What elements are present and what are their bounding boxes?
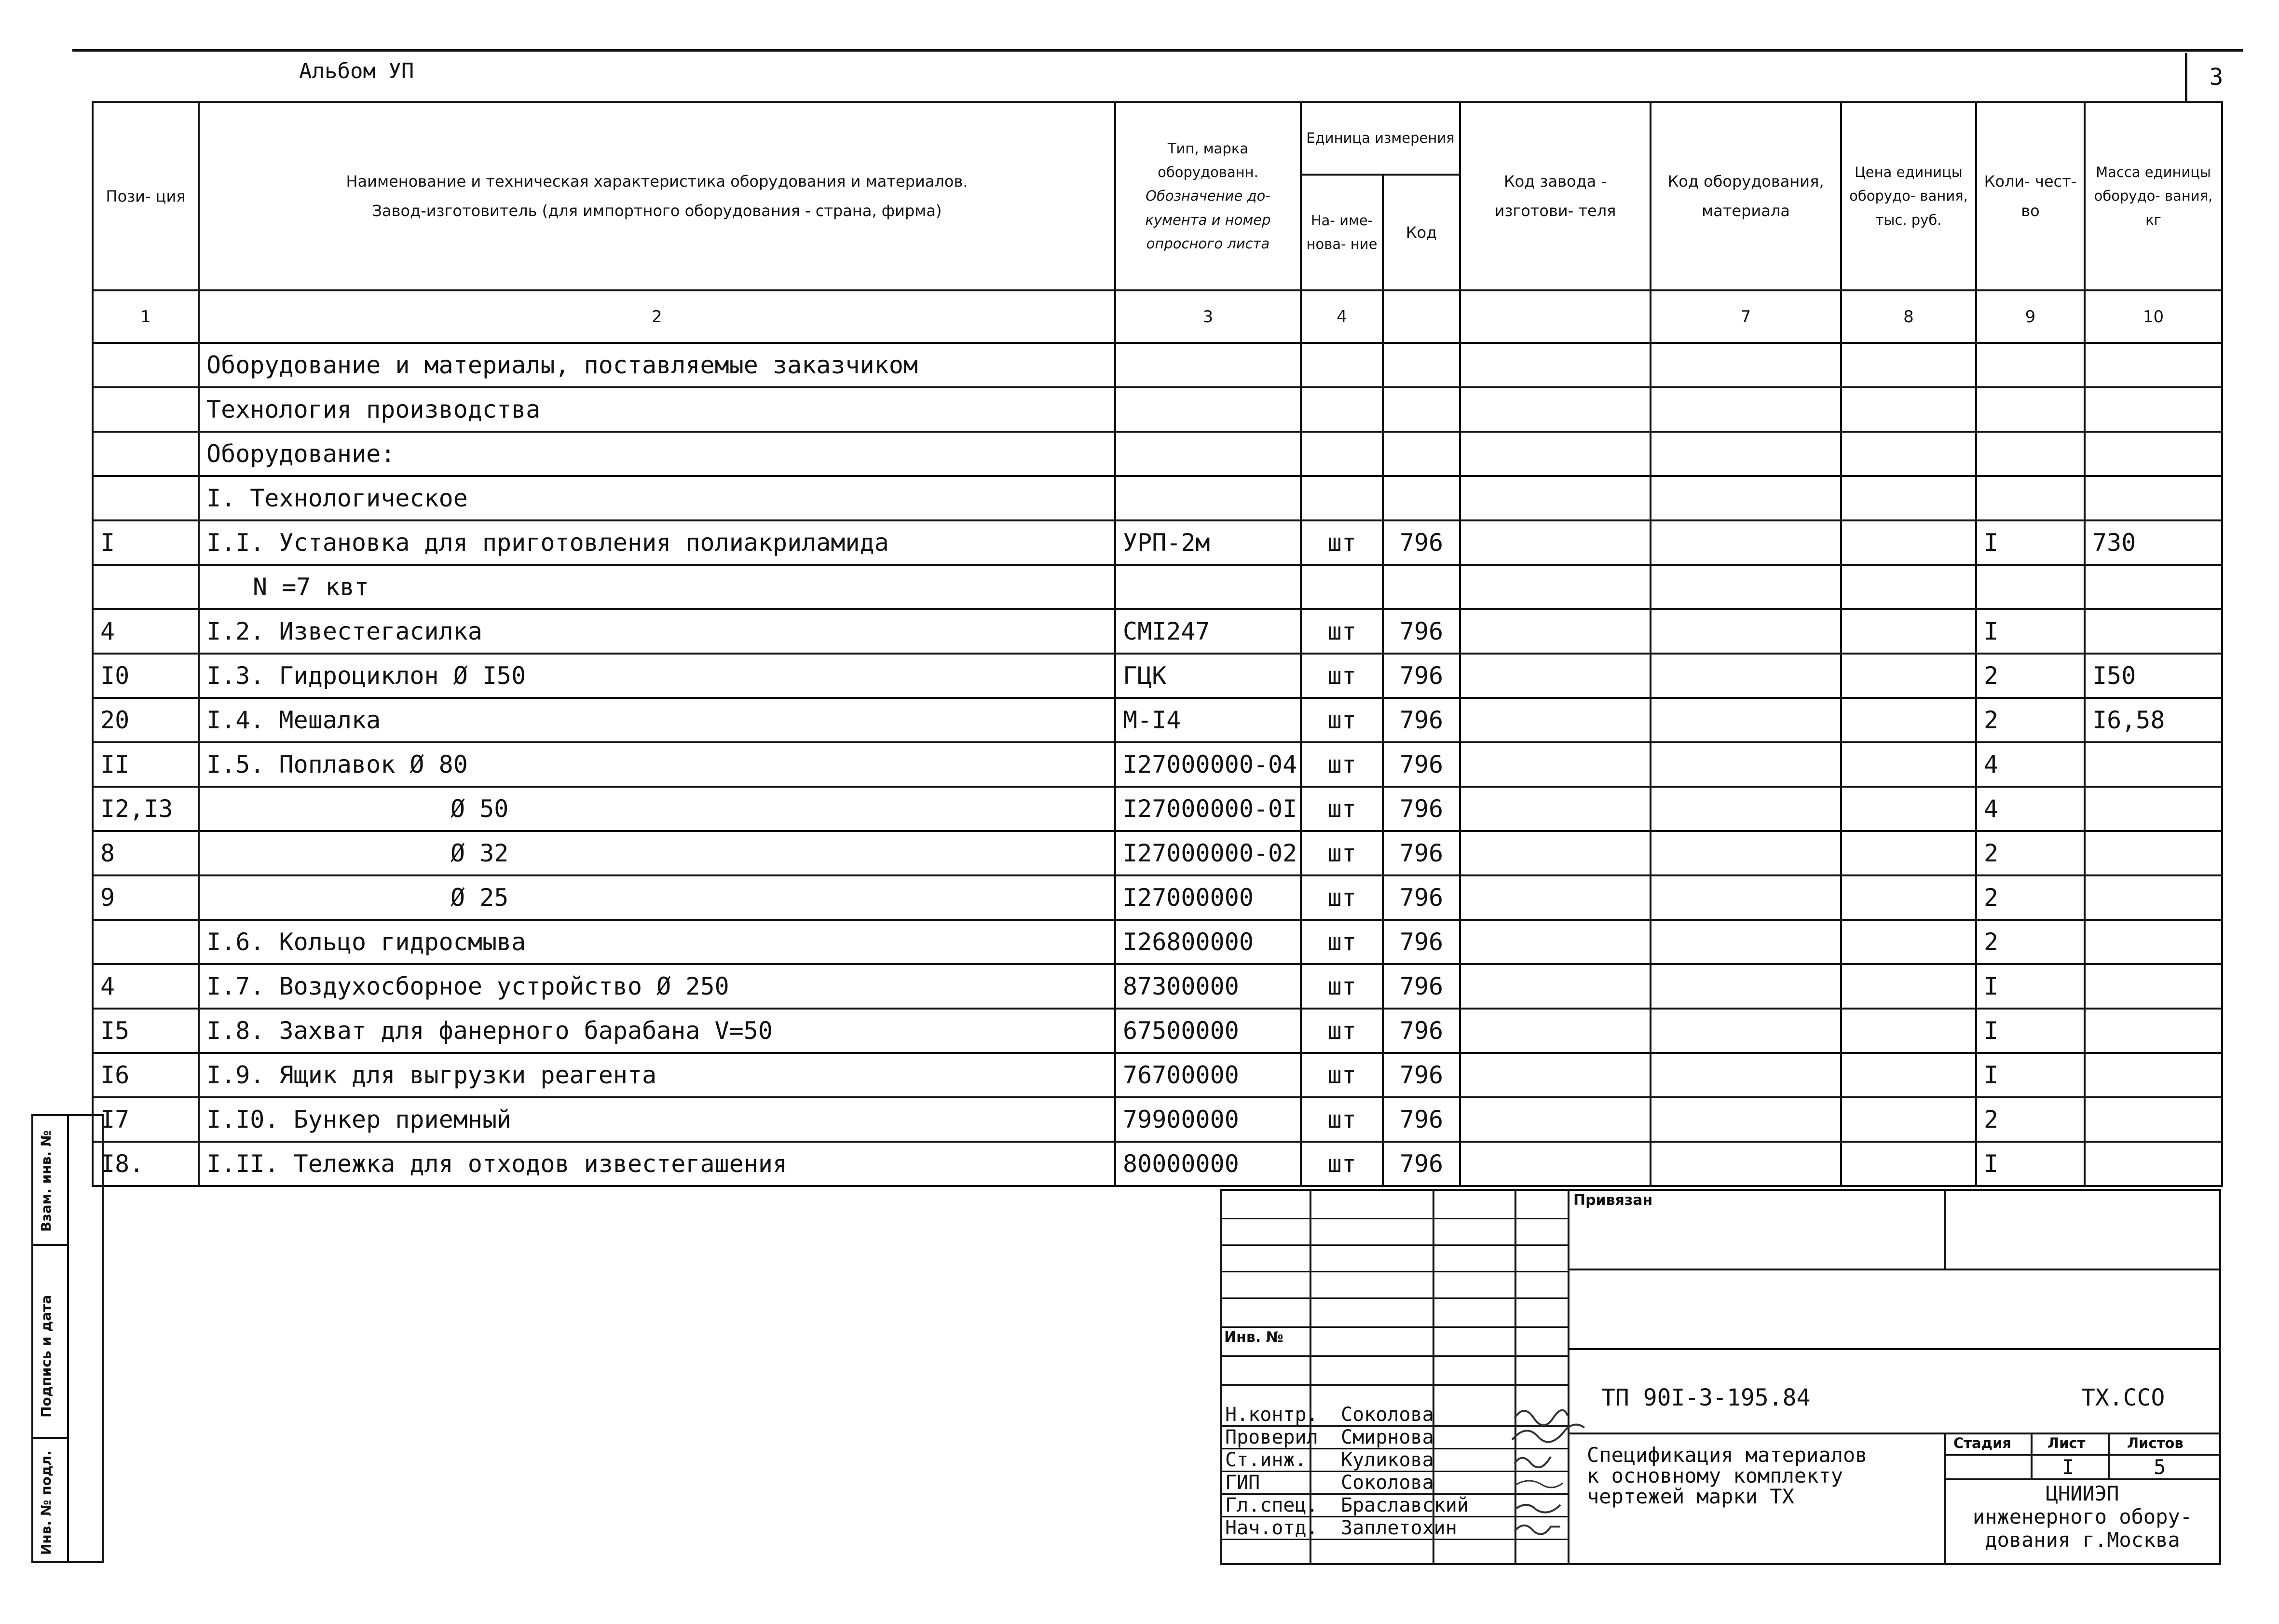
row-price xyxy=(1841,875,1976,920)
doc-title xyxy=(1587,1445,1868,1507)
row-price xyxy=(1841,742,1976,787)
row-equip-code xyxy=(1651,1142,1841,1186)
table-row xyxy=(93,387,2222,432)
row-type: I27000000-02 xyxy=(1115,831,1301,875)
table-row xyxy=(93,742,2222,787)
privyazan-label: Привязан xyxy=(1573,1192,1653,1209)
column-number-cell: 9 xyxy=(1976,290,2085,343)
row-position xyxy=(93,387,199,432)
row-unit-code: 796 xyxy=(1383,609,1460,654)
signer-name: Смирнова xyxy=(1341,1426,1434,1448)
row-position: II xyxy=(93,742,199,787)
table-row xyxy=(93,476,2222,520)
row-unit: шт xyxy=(1301,520,1383,565)
col-equip-code-header: Код оборудования, материала xyxy=(1651,102,1841,290)
col-mass-header: Масса единицы оборудо- вания, кг xyxy=(2085,102,2222,290)
row-unit-code: 796 xyxy=(1383,787,1460,831)
specification-table xyxy=(92,101,2223,1187)
row-plant-code xyxy=(1460,343,1651,387)
row-price xyxy=(1841,565,1976,609)
table-row xyxy=(93,343,2222,387)
column-number-cell xyxy=(1460,290,1651,343)
row-equip-code xyxy=(1651,1053,1841,1097)
row-unit-code: 796 xyxy=(1383,742,1460,787)
signer-role: Ст.инж. xyxy=(1225,1449,1307,1471)
row-price xyxy=(1841,1009,1976,1053)
row-type xyxy=(1115,476,1301,520)
col-name-line2: Завод-изготовитель (для импортного оборудования - страна, фирма) xyxy=(372,202,942,220)
row-equip-code xyxy=(1651,387,1841,432)
row-price xyxy=(1841,343,1976,387)
row-equip-code xyxy=(1651,476,1841,520)
row-quantity: 2 xyxy=(1976,654,2085,698)
row-price xyxy=(1841,920,1976,964)
tb-top xyxy=(1220,1189,2221,1191)
row-mass xyxy=(2085,875,2222,920)
column-number-cell: 10 xyxy=(2085,290,2222,343)
row-quantity xyxy=(1976,343,2085,387)
row-name: I.7. Воздухосборное устройство Ø 250 xyxy=(199,964,1115,1009)
table-row xyxy=(93,1097,2222,1142)
inv-no-label: Инв. № xyxy=(1224,1329,1283,1346)
row-mass: I6,58 xyxy=(2085,698,2222,742)
row-equip-code xyxy=(1651,787,1841,831)
organization xyxy=(1946,1482,2219,1552)
row-name: I.5. Поплавок Ø 80 xyxy=(199,742,1115,787)
row-unit: шт xyxy=(1301,1142,1383,1186)
table-row xyxy=(93,565,2222,609)
row-type: УРП-2м xyxy=(1115,520,1301,565)
row-unit-code xyxy=(1383,343,1460,387)
row-position: I5 xyxy=(93,1009,199,1053)
row-quantity: I xyxy=(1976,1142,2085,1186)
row-unit-code xyxy=(1383,565,1460,609)
col-type-header xyxy=(1115,102,1301,290)
doc-mark: ТХ.ССО xyxy=(2081,1384,2165,1411)
row-quantity: 4 xyxy=(1976,787,2085,831)
sheet-label: Лист xyxy=(2047,1435,2086,1451)
row-position: 4 xyxy=(93,609,199,654)
row-quantity: I xyxy=(1976,609,2085,654)
inv-replace-label: Взам. инв. № xyxy=(38,1130,54,1232)
table-row xyxy=(93,520,2222,565)
row-mass xyxy=(2085,565,2222,609)
tb-h2 xyxy=(1220,1244,1568,1246)
table-row xyxy=(93,1142,2222,1186)
row-equip-code xyxy=(1651,609,1841,654)
row-unit: шт xyxy=(1301,1097,1383,1142)
row-price xyxy=(1841,1142,1976,1186)
row-unit: шт xyxy=(1301,698,1383,742)
row-mass xyxy=(2085,964,2222,1009)
column-numbers-row xyxy=(93,290,2222,343)
signer-name: Куликова xyxy=(1341,1449,1434,1471)
row-type: 79900000 xyxy=(1115,1097,1301,1142)
col-unit-name-header: На- име- нова- ние xyxy=(1301,175,1383,290)
row-quantity: 2 xyxy=(1976,1097,2085,1142)
row-mass xyxy=(2085,476,2222,520)
col-price-header: Цена единицы оборудо- вания, тыс. руб. xyxy=(1841,102,1976,290)
tb-r-h1 xyxy=(1568,1269,2221,1270)
row-plant-code xyxy=(1460,654,1651,698)
row-mass: 730 xyxy=(2085,520,2222,565)
table-row xyxy=(93,920,2222,964)
row-plant-code xyxy=(1460,609,1651,654)
row-equip-code xyxy=(1651,742,1841,787)
row-position xyxy=(93,432,199,476)
row-type xyxy=(1115,432,1301,476)
row-equip-code xyxy=(1651,920,1841,964)
tb-right xyxy=(2219,1189,2221,1565)
sheets-value: 5 xyxy=(2154,1455,2166,1479)
row-name: Оборудование и материалы, поставляемые заказчиком xyxy=(199,343,1115,387)
row-unit: шт xyxy=(1301,875,1383,920)
row-position: I xyxy=(93,520,199,565)
doc-title-line2: к основному комплекту xyxy=(1587,1464,1843,1488)
signer-name: Соколова xyxy=(1341,1472,1434,1494)
row-position xyxy=(93,920,199,964)
row-unit-code: 796 xyxy=(1383,831,1460,875)
row-position xyxy=(93,565,199,609)
handwritten-signatures xyxy=(1510,1392,1587,1565)
column-number-cell: 2 xyxy=(199,290,1115,343)
row-plant-code xyxy=(1460,920,1651,964)
row-equip-code xyxy=(1651,964,1841,1009)
row-unit-code: 796 xyxy=(1383,1142,1460,1186)
tb-r-v1 xyxy=(1944,1189,1946,1269)
row-type: 67500000 xyxy=(1115,1009,1301,1053)
row-mass: I50 xyxy=(2085,654,2222,698)
row-price xyxy=(1841,476,1976,520)
row-position: I6 xyxy=(93,1053,199,1097)
row-plant-code xyxy=(1460,698,1651,742)
row-plant-code xyxy=(1460,565,1651,609)
sheets-label: Листов xyxy=(2127,1435,2183,1451)
column-number-cell xyxy=(1383,290,1460,343)
row-unit xyxy=(1301,476,1383,520)
row-unit-code: 796 xyxy=(1383,698,1460,742)
signer-role: ГИП xyxy=(1225,1472,1260,1494)
row-name: I.2. Известегасилка xyxy=(199,609,1115,654)
row-type: ГЦК xyxy=(1115,654,1301,698)
row-position: I2,I3 xyxy=(93,787,199,831)
row-type: I27000000 xyxy=(1115,875,1301,920)
row-name: Технология производства xyxy=(199,387,1115,432)
row-plant-code xyxy=(1460,831,1651,875)
row-type: 80000000 xyxy=(1115,1142,1301,1186)
row-equip-code xyxy=(1651,565,1841,609)
row-quantity: 4 xyxy=(1976,742,2085,787)
column-number-cell: 1 xyxy=(93,290,199,343)
table-row xyxy=(93,875,2222,920)
row-type xyxy=(1115,565,1301,609)
row-unit: шт xyxy=(1301,831,1383,875)
tb-r-h2 xyxy=(1568,1348,2221,1350)
signer-name: Соколова xyxy=(1341,1404,1434,1426)
signer-role: Нач.отд. xyxy=(1225,1517,1318,1539)
org-line2: инженерного обору- xyxy=(1972,1505,2193,1528)
row-equip-code xyxy=(1651,1009,1841,1053)
row-unit-code: 796 xyxy=(1383,1009,1460,1053)
row-plant-code xyxy=(1460,432,1651,476)
row-name: Ø 25 xyxy=(199,875,1115,920)
row-equip-code xyxy=(1651,432,1841,476)
table-row xyxy=(93,609,2222,654)
row-mass xyxy=(2085,742,2222,787)
row-quantity xyxy=(1976,432,2085,476)
row-unit-code: 796 xyxy=(1383,875,1460,920)
row-unit xyxy=(1301,432,1383,476)
row-price xyxy=(1841,520,1976,565)
side-stamp xyxy=(31,1114,104,1563)
row-mass xyxy=(2085,1053,2222,1097)
row-mass xyxy=(2085,1009,2222,1053)
row-plant-code xyxy=(1460,1142,1651,1186)
row-plant-code xyxy=(1460,1053,1651,1097)
row-mass xyxy=(2085,831,2222,875)
tb-h6 xyxy=(1220,1355,1568,1357)
row-price xyxy=(1841,831,1976,875)
row-price xyxy=(1841,1053,1976,1097)
row-unit: шт xyxy=(1301,609,1383,654)
doc-title-line1: Спецификация материалов xyxy=(1587,1443,1868,1467)
tb-r-v4 xyxy=(2108,1433,2110,1478)
row-type: СМI247 xyxy=(1115,609,1301,654)
row-plant-code xyxy=(1460,476,1651,520)
stage-label: Стадия xyxy=(1953,1435,2012,1451)
row-plant-code xyxy=(1460,1009,1651,1053)
col-unit-code-header: Код xyxy=(1383,175,1460,290)
tb-r-v3 xyxy=(2031,1433,2033,1478)
table-row xyxy=(93,1053,2222,1097)
row-name: I. Технологическое xyxy=(199,476,1115,520)
col-qty-header: Коли- чест- во xyxy=(1976,102,2085,290)
row-type: I26800000 xyxy=(1115,920,1301,964)
row-unit: шт xyxy=(1301,1053,1383,1097)
org-line3: дования г.Москва xyxy=(1985,1528,2180,1552)
row-mass xyxy=(2085,387,2222,432)
row-plant-code xyxy=(1460,787,1651,831)
column-number-cell: 7 xyxy=(1651,290,1841,343)
row-mass xyxy=(2085,1142,2222,1186)
row-unit-code: 796 xyxy=(1383,520,1460,565)
row-position: 20 xyxy=(93,698,199,742)
row-quantity: I xyxy=(1976,964,2085,1009)
row-unit: шт xyxy=(1301,787,1383,831)
row-name: I.6. Кольцо гидросмыва xyxy=(199,920,1115,964)
row-position xyxy=(93,343,199,387)
row-quantity: 2 xyxy=(1976,831,2085,875)
row-price xyxy=(1841,654,1976,698)
row-plant-code xyxy=(1460,875,1651,920)
row-unit-code xyxy=(1383,387,1460,432)
table-row xyxy=(93,654,2222,698)
row-quantity xyxy=(1976,565,2085,609)
row-mass xyxy=(2085,432,2222,476)
tb-h7 xyxy=(1220,1384,1568,1386)
tb-r-h3 xyxy=(1568,1433,2221,1434)
row-name: I.3. Гидроциклон Ø I50 xyxy=(199,654,1115,698)
tb-r-h5 xyxy=(1944,1478,2221,1480)
row-equip-code xyxy=(1651,875,1841,920)
row-equip-code xyxy=(1651,343,1841,387)
table-row xyxy=(93,964,2222,1009)
table-row xyxy=(93,787,2222,831)
table-row xyxy=(93,698,2222,742)
row-type xyxy=(1115,343,1301,387)
tb-h4 xyxy=(1220,1297,1568,1299)
sign-date-label: Подпись и дата xyxy=(38,1295,54,1418)
tb-h3 xyxy=(1220,1271,1568,1272)
signer-name: Браславский xyxy=(1341,1494,1469,1516)
row-position: I0 xyxy=(93,654,199,698)
table-row xyxy=(93,432,2222,476)
page-number: 3 xyxy=(2185,53,2245,101)
row-type: 76700000 xyxy=(1115,1053,1301,1097)
row-unit-code xyxy=(1383,432,1460,476)
row-price xyxy=(1841,964,1976,1009)
row-name: Ø 50 xyxy=(199,787,1115,831)
row-type: I27000000-0I xyxy=(1115,787,1301,831)
title-block xyxy=(1220,1189,2221,1565)
row-equip-code xyxy=(1651,698,1841,742)
row-plant-code xyxy=(1460,387,1651,432)
inv-sub-label: Инв. № подл. xyxy=(38,1450,54,1555)
org-line1: ЦНИИЭП xyxy=(2046,1482,2119,1505)
tb-h5 xyxy=(1220,1326,1568,1328)
row-quantity: I xyxy=(1976,1009,2085,1053)
row-unit: шт xyxy=(1301,920,1383,964)
row-price xyxy=(1841,609,1976,654)
row-name: I.8. Захват для фанерного барабана V=50 xyxy=(199,1009,1115,1053)
row-unit xyxy=(1301,387,1383,432)
doc-title-line3: чертежей марки ТХ xyxy=(1587,1485,1794,1508)
row-price xyxy=(1841,787,1976,831)
tb-r-h4 xyxy=(1944,1454,2221,1456)
tb-h1 xyxy=(1220,1218,1568,1219)
row-position: 4 xyxy=(93,964,199,1009)
row-unit-code: 796 xyxy=(1383,964,1460,1009)
row-plant-code xyxy=(1460,520,1651,565)
row-mass xyxy=(2085,787,2222,831)
row-quantity xyxy=(1976,476,2085,520)
top-rule xyxy=(72,49,2243,52)
row-price xyxy=(1841,387,1976,432)
row-price xyxy=(1841,432,1976,476)
row-unit-code: 796 xyxy=(1383,920,1460,964)
row-equip-code xyxy=(1651,654,1841,698)
row-quantity: I xyxy=(1976,1053,2085,1097)
row-type: 87300000 xyxy=(1115,964,1301,1009)
row-unit-code: 796 xyxy=(1383,1053,1460,1097)
row-plant-code xyxy=(1460,1097,1651,1142)
row-quantity: 2 xyxy=(1976,920,2085,964)
row-quantity xyxy=(1976,387,2085,432)
row-unit-code xyxy=(1383,476,1460,520)
col-unit-group-header: Единица измерения xyxy=(1301,102,1460,175)
col-type-doc-label: Обозначение до- кумента и номер опросного листа xyxy=(1145,188,1271,252)
table-row xyxy=(93,831,2222,875)
row-name: Ø 32 xyxy=(199,831,1115,875)
row-mass xyxy=(2085,343,2222,387)
row-unit: шт xyxy=(1301,964,1383,1009)
row-position: 8 xyxy=(93,831,199,875)
tb-r-v2 xyxy=(1944,1433,1946,1565)
doc-code: ТП 90I-3-195.84 xyxy=(1601,1384,1811,1411)
row-name: I.I. Установка для приготовления полиакриламида xyxy=(199,520,1115,565)
row-unit: шт xyxy=(1301,742,1383,787)
row-unit: шт xyxy=(1301,1009,1383,1053)
row-position: I8. xyxy=(93,1142,199,1186)
signer-role: Проверил xyxy=(1225,1426,1318,1448)
row-unit-code: 796 xyxy=(1383,1097,1460,1142)
table-row xyxy=(93,1009,2222,1053)
row-equip-code xyxy=(1651,520,1841,565)
column-number-cell: 3 xyxy=(1115,290,1301,343)
row-name: I.II. Тележка для отходов известегашения xyxy=(199,1142,1115,1186)
row-position xyxy=(93,476,199,520)
row-position: 9 xyxy=(93,875,199,920)
row-price xyxy=(1841,1097,1976,1142)
column-number-cell: 4 xyxy=(1301,290,1383,343)
row-type: I27000000-04 xyxy=(1115,742,1301,787)
row-plant-code xyxy=(1460,742,1651,787)
row-quantity: I xyxy=(1976,520,2085,565)
row-plant-code xyxy=(1460,964,1651,1009)
row-unit-code: 796 xyxy=(1383,654,1460,698)
row-mass xyxy=(2085,920,2222,964)
col-type-label: Тип, марка оборудованн. xyxy=(1158,140,1258,181)
sheet-value: I xyxy=(2062,1455,2074,1479)
signer-role: Н.контр. xyxy=(1225,1404,1318,1426)
signer-name: Заплетохин xyxy=(1341,1517,1457,1539)
col-name-header xyxy=(199,102,1115,290)
row-quantity: 2 xyxy=(1976,698,2085,742)
col-plant-code-header: Код завода - изготови- теля xyxy=(1460,102,1651,290)
row-unit xyxy=(1301,565,1383,609)
row-type xyxy=(1115,387,1301,432)
col-pos-header: Пози- ция xyxy=(93,102,199,290)
row-type: М-I4 xyxy=(1115,698,1301,742)
album-label: Альбом УП xyxy=(299,59,414,83)
row-name: I.9. Ящик для выгрузки реагента xyxy=(199,1053,1115,1097)
signer-role: Гл.спец. xyxy=(1225,1494,1318,1516)
row-equip-code xyxy=(1651,831,1841,875)
row-name: I.4. Мешалка xyxy=(199,698,1115,742)
row-price xyxy=(1841,698,1976,742)
row-quantity: 2 xyxy=(1976,875,2085,920)
row-unit: шт xyxy=(1301,654,1383,698)
row-unit xyxy=(1301,343,1383,387)
row-name: N =7 квт xyxy=(199,565,1115,609)
column-number-cell: 8 xyxy=(1841,290,1976,343)
row-name: I.I0. Бункер приемный xyxy=(199,1097,1115,1142)
row-mass xyxy=(2085,1097,2222,1142)
row-mass xyxy=(2085,609,2222,654)
col-name-line1: Наименование и техническая характеристика оборудования и материалов. xyxy=(346,172,968,191)
tb-bottom xyxy=(1220,1563,2221,1565)
row-name: Оборудование: xyxy=(199,432,1115,476)
row-position: I7 xyxy=(93,1097,199,1142)
row-equip-code xyxy=(1651,1097,1841,1142)
